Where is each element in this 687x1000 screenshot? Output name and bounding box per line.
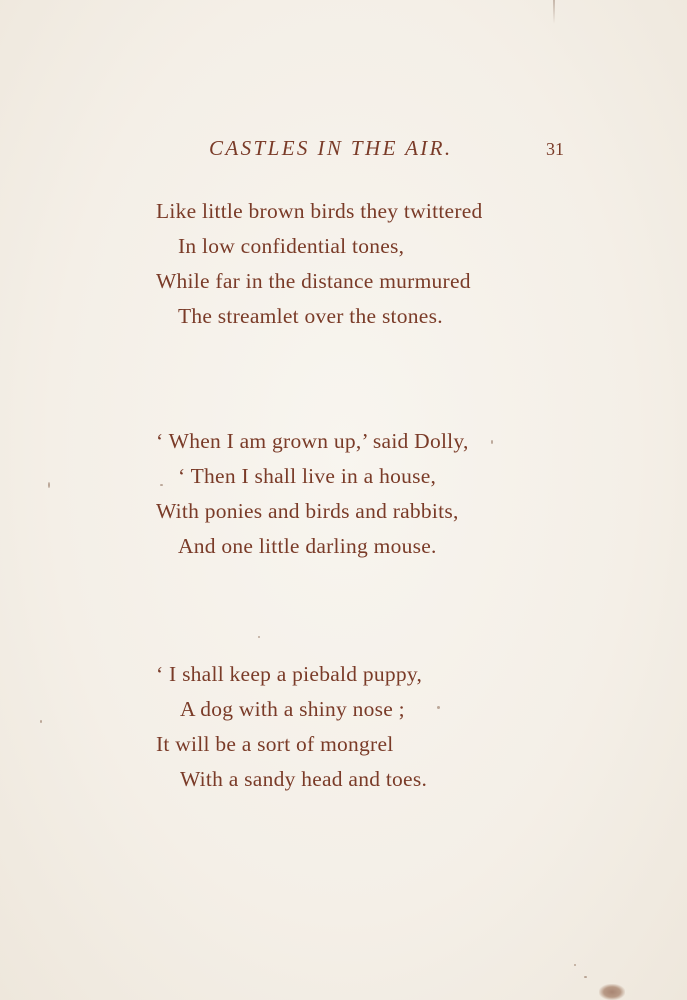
paper-speck [258, 636, 260, 638]
paper-speck [584, 976, 587, 978]
poem-line: ‘ Then I shall live in a house, [178, 464, 437, 488]
poem-line: It will be a sort of mongrel [156, 732, 394, 756]
poem-line: With ponies and birds and rabbits, [156, 499, 459, 523]
poem-line: While far in the distance murmured [156, 269, 471, 293]
page-number: 31 [546, 139, 564, 159]
poem-line: In low confidential tones, [178, 234, 405, 258]
poem-line: The streamlet over the stones. [178, 304, 443, 328]
paper-speck [574, 964, 576, 966]
poem-line: ‘ When I am grown up,’ said Dolly, [156, 429, 469, 453]
paper-speck [491, 440, 493, 444]
poem-line: And one little darling mouse. [178, 534, 437, 558]
paper-speck [48, 482, 50, 488]
running-head-title: CASTLES IN THE AIR. [209, 136, 453, 160]
edge-mark [553, 0, 555, 24]
poem-line: ‘ I shall keep a piebald puppy, [156, 662, 423, 686]
paper-speck [160, 484, 163, 486]
poem-line: A dog with a shiny nose ; [180, 697, 405, 721]
poem-line: With a sandy head and toes. [180, 767, 428, 791]
paper-stain [599, 984, 625, 1000]
poem-line: Like little brown birds they twittered [156, 199, 483, 223]
paper-speck [437, 706, 440, 709]
paper-speck [40, 720, 42, 723]
